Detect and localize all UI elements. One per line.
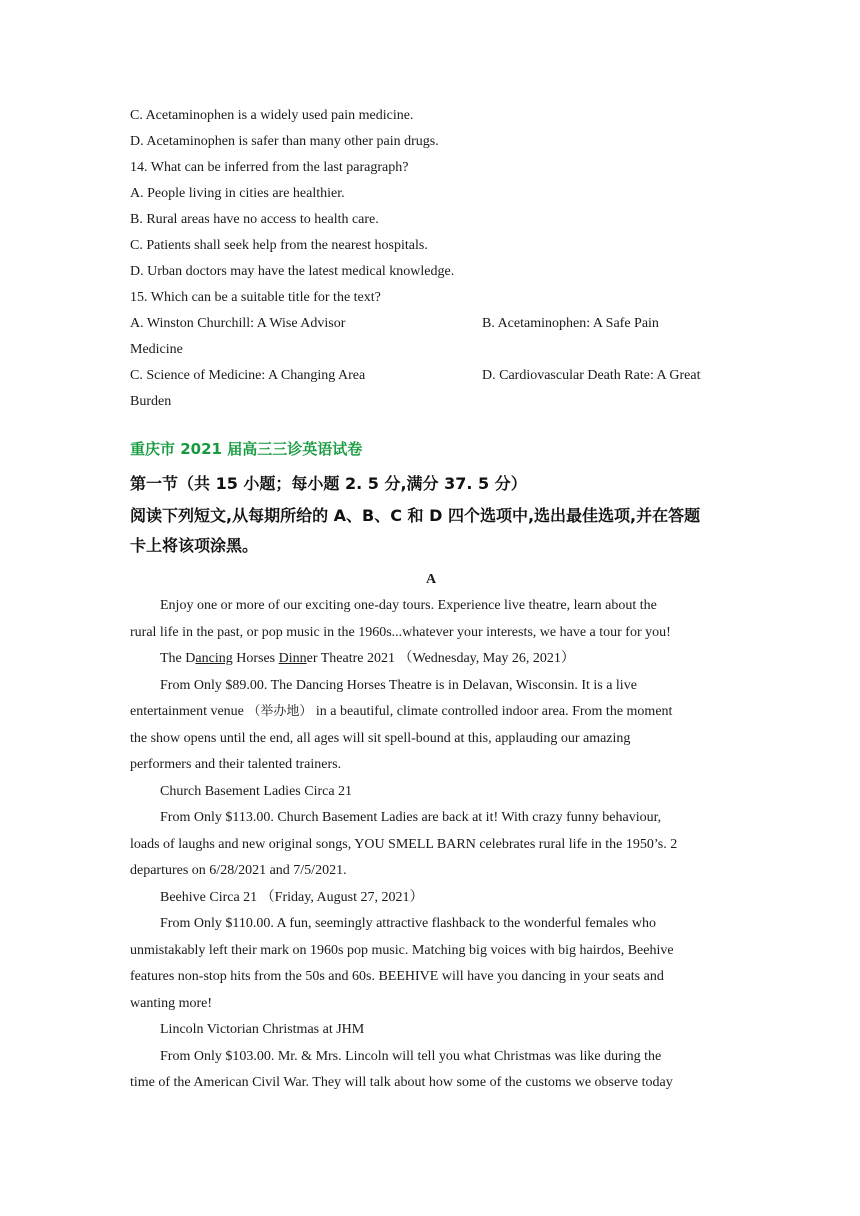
- section-gap: [130, 415, 732, 437]
- tour4-line1: From Only $103.00. Mr. & Mrs. Lincoln will tell you what Christmas was like during the: [160, 1048, 662, 1064]
- tour1-line1: From Only $89.00. The Dancing Horses Theatre is in Delavan, Wisconsin. It is a live: [160, 677, 637, 693]
- intro-line1: Enjoy one or more of our exciting one-day tours. Experience live theatre, learn about the: [160, 598, 657, 613]
- q15-options-row2: [130, 363, 732, 389]
- tour1-title: [130, 646, 732, 673]
- q14-stem: 14. What can be inferred from the last paragraph?: [130, 160, 409, 175]
- q13-option-c: C. Acetaminophen is a widely used pain medicine.: [130, 108, 414, 123]
- section-heading: 第一节（共 15 小题；每小题 2. 5 分,满分 37. 5 分）: [130, 474, 527, 493]
- tour1-title-underlined: ancing: [195, 651, 233, 666]
- q15-option-c: C. Science of Medicine: A Changing Area: [130, 368, 366, 383]
- q15-option-a: A. Winston Churchill: A Wise Advisor: [130, 316, 346, 331]
- instruction-line2: 卡上将该项涂黑。: [130, 536, 259, 555]
- exam-title: 重庆市 2021 届高三三诊英语试卷: [130, 440, 363, 458]
- tour1-title-underlined: Dinn: [278, 651, 307, 666]
- tour1-line2-part: entertainment venue: [130, 704, 248, 719]
- tour2-title: Church Basement Ladies Circa 21: [160, 783, 353, 799]
- tour2-line2: loads of laughs and new original songs, YOU SMELL BARN celebrates rural life in the 1950’s. 2: [130, 836, 678, 852]
- q15-stem: 15. Which can be a suitable title for the text?: [130, 290, 381, 305]
- q15-options-row1: [130, 311, 732, 337]
- tour3-line1: From Only $110.00. A fun, seemingly attractive flashback to the wonderful females who: [160, 916, 656, 931]
- tour1-line2: [130, 699, 732, 726]
- q14-option-a: A. People living in cities are healthier.: [130, 186, 345, 201]
- q15-option-d-wrap: Burden: [130, 394, 172, 409]
- q13-option-d: D. Acetaminophen is safer than many other pain drugs.: [130, 134, 439, 149]
- tour2-line3: departures on 6/28/2021 and 7/5/2021.: [130, 863, 347, 878]
- tour1-title-part: er Theatre 2021 （Wednesday, May 26, 2021）: [306, 651, 575, 666]
- tour1-line2-part: in a beautiful, climate controlled indoor area. From the moment: [312, 704, 673, 719]
- tour4-line2: time of the American Civil War. They will talk about how some of the customs we observe today: [130, 1075, 673, 1090]
- q15-option-b: B. Acetaminophen: A Safe Pain: [482, 316, 659, 331]
- q14-option-b: B. Rural areas have no access to health care.: [130, 212, 379, 227]
- document-page: [130, 103, 732, 1097]
- tour3-line2: unmistakably left their mark on 1960s pop music. Matching big voices with big hairdos, Beehive: [130, 942, 674, 958]
- passage-label: A: [425, 572, 437, 587]
- instruction-line1: 阅读下列短文,从每期所给的 A、B、C 和 D 四个选项中,选出最佳选项,并在答题: [130, 506, 701, 525]
- tour4-title: Lincoln Victorian Christmas at JHM: [160, 1022, 365, 1037]
- q14-option-c: C. Patients shall seek help from the nearest hospitals.: [130, 238, 428, 253]
- q15-option-b-wrap: Medicine: [130, 342, 183, 357]
- tour3-line4: wanting more!: [130, 995, 213, 1011]
- q14-option-d: D. Urban doctors may have the latest medical knowledge.: [130, 264, 455, 279]
- q15-option-d: D. Cardiovascular Death Rate: A Great: [482, 368, 701, 383]
- tour3-title: Beehive Circa 21 （Friday, August 27, 2021）: [160, 889, 424, 905]
- tour1-line4: performers and their talented trainers.: [130, 757, 342, 772]
- tour2-line1: From Only $113.00. Church Basement Ladies are back at it! With crazy funny behaviour,: [160, 810, 662, 825]
- intro-line2: rural life in the past, or pop music in the 1960s...whatever your interests, we have a tour for you!: [130, 624, 671, 640]
- tour3-line3: features non-stop hits from the 50s and 60s. BEEHIVE will have you dancing in your seats and: [130, 969, 664, 984]
- venue-gloss: （举办地）: [247, 704, 313, 719]
- tour1-line3: the show opens until the end, all ages will sit spell-bound at this, applauding our amazing: [130, 730, 631, 746]
- tour1-title-part: The D: [160, 651, 196, 666]
- tour1-title-part: Horses: [232, 651, 279, 666]
